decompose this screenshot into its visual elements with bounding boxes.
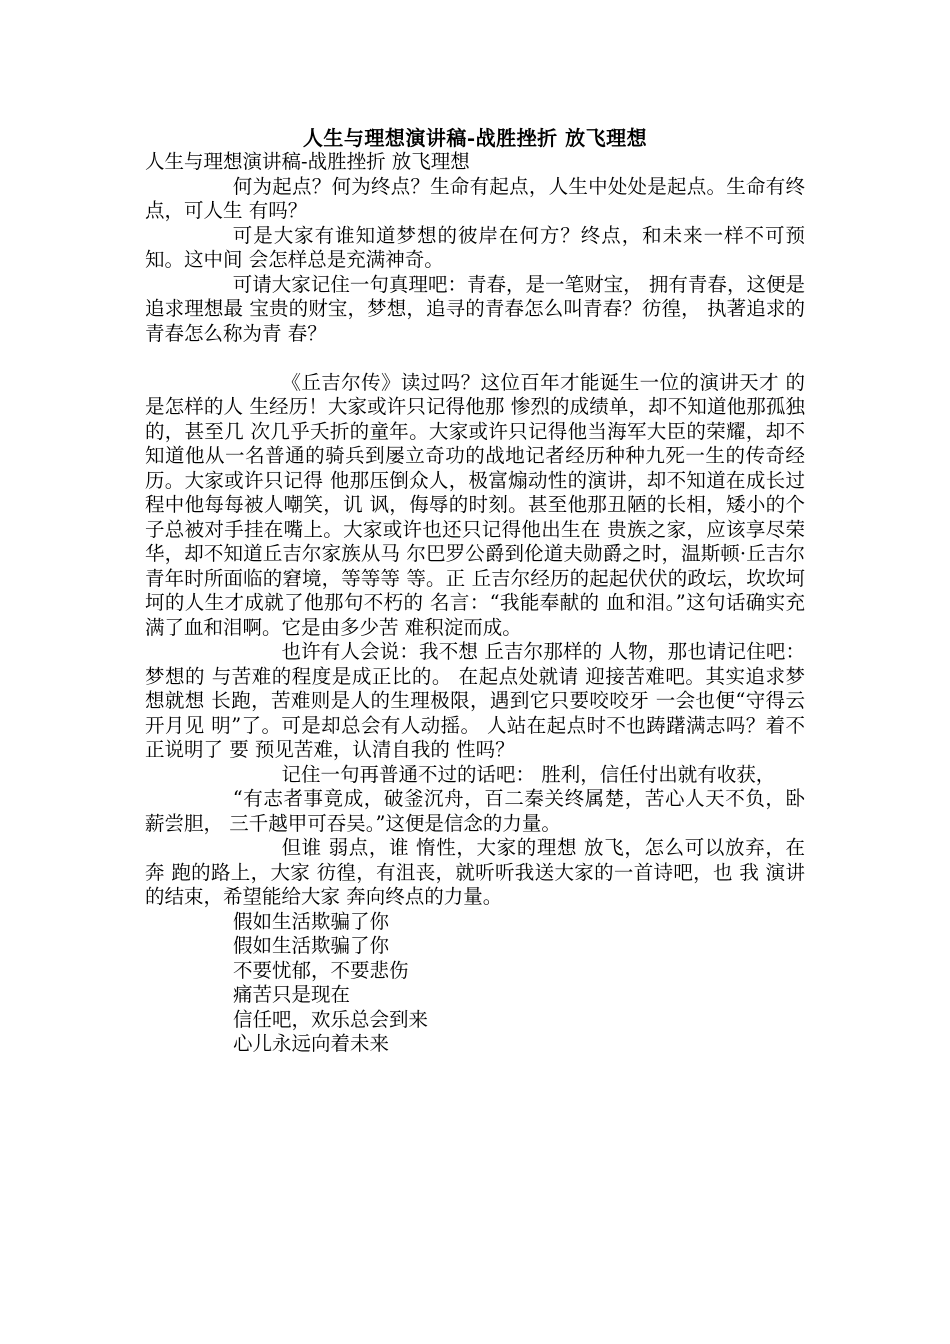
poem-line: 假如生活欺骗了你 bbox=[233, 909, 390, 933]
paragraph-3: 可请大家记住一句真理吧：青春，是一笔财宝， 拥有青春，这便是追求理想最 宝贵的财宝，梦想，追寻的青春怎么叫青春？彷徨， 执著追求的青春怎么称为青 春？ bbox=[145, 272, 805, 345]
paragraph-1: 何为起点？何为终点？生命有起点，人生中处处是起点。生命有终点，可人生 有吗？ bbox=[145, 174, 805, 222]
paragraph-8: 但谁 弱点，谁 惰性，大家的理想 放飞，怎么可以放弃，在奔 跑的路上，大家 彷徨，有沮丧，就听听我送大家的一首诗吧，也 我 演讲的结束，希望能给大家 奔向终点的力量。 bbox=[145, 836, 805, 908]
poem bbox=[145, 910, 805, 1057]
paragraph-6: 记住一句再普通不过的话吧： 胜利，信任付出就有收获， bbox=[281, 762, 776, 786]
document-subtitle: 人生与理想演讲稿-战胜挫折 放飞理想 bbox=[145, 150, 470, 173]
document-page bbox=[145, 126, 805, 1057]
document-title: 人生与理想演讲稿-战胜挫折 放飞理想 bbox=[302, 126, 648, 150]
poem-line: 心儿永远向着未来 bbox=[233, 1032, 390, 1055]
paragraph-5: 也许有人会说：我不想 丘吉尔那样的 人物，那也请记住吧：梦想的 与苦难的程度是成正比的。 在起点处就请 迎接苦难吧。其实追求梦想就想 长跑，苦难则是人的生理极限，遇到它只要咬咬牙 一会也便“守得云开月见 明”了。可是却总会有人动摇。 人站在起点时不也踌躇满志吗？着不正说明了 要 预见苦难，认清自我的 性吗？ bbox=[145, 640, 805, 761]
poem-line: 痛苦只是现在 bbox=[233, 983, 351, 1006]
poem-line: 信任吧，欢乐总会到来 bbox=[233, 1007, 429, 1031]
paragraph-7: “有志者事竟成，破釜沉舟，百二秦关终属楚，苦心人天不负，卧薪尝胆， 三千越甲可吞吴。”这便是信念的力量。 bbox=[145, 787, 805, 835]
paragraph-gap bbox=[145, 346, 805, 371]
poem-line: 不要忧郁，不要悲伤 bbox=[233, 958, 409, 982]
paragraph-2: 可是大家有谁知道梦想的彼岸在何方？终点，和未来一样不可预知。这中间 会怎样总是充满神奇。 bbox=[145, 223, 805, 271]
poem-line: 假如生活欺骗了你 bbox=[233, 934, 390, 957]
paragraph-4: 《丘吉尔传》读过吗？这位百年才能诞生一位的演讲天才 的是怎样的人 生经历！大家或许只记得他那 惨烈的成绩单，却不知道他那孤独的，甚至几 次几乎夭折的童年。大家或许只记得他当海军大臣的荣耀，却不知道他从一名普通的骑兵到屡立奇功的战地记者经历种种九死一生的传奇经历。大家或许只记得 他那压倒众人，极富煽动性的演讲，却不知道在成长过程中他每每被人嘲笑，讥 讽，侮辱的时刻。甚至他那丑陋的长相，矮小的个子总被对手挂在嘴上。大家或许也还只记得他出生在 贵族之家，应该享尽荣华，却不知道丘吉尔家族从马 尔巴罗公爵到伦道夫勋爵之时，温斯顿·丘吉尔青年时所面临的窘境，等等等 等。正 丘吉尔经历的起起伏伏的政坛，坎坎坷坷的人生才成就了他那句不朽的 名言：“我能奉献的 血和泪。”这句话确实充满了血和泪啊。它是由多少苦 难积淀而成。 bbox=[145, 370, 805, 639]
